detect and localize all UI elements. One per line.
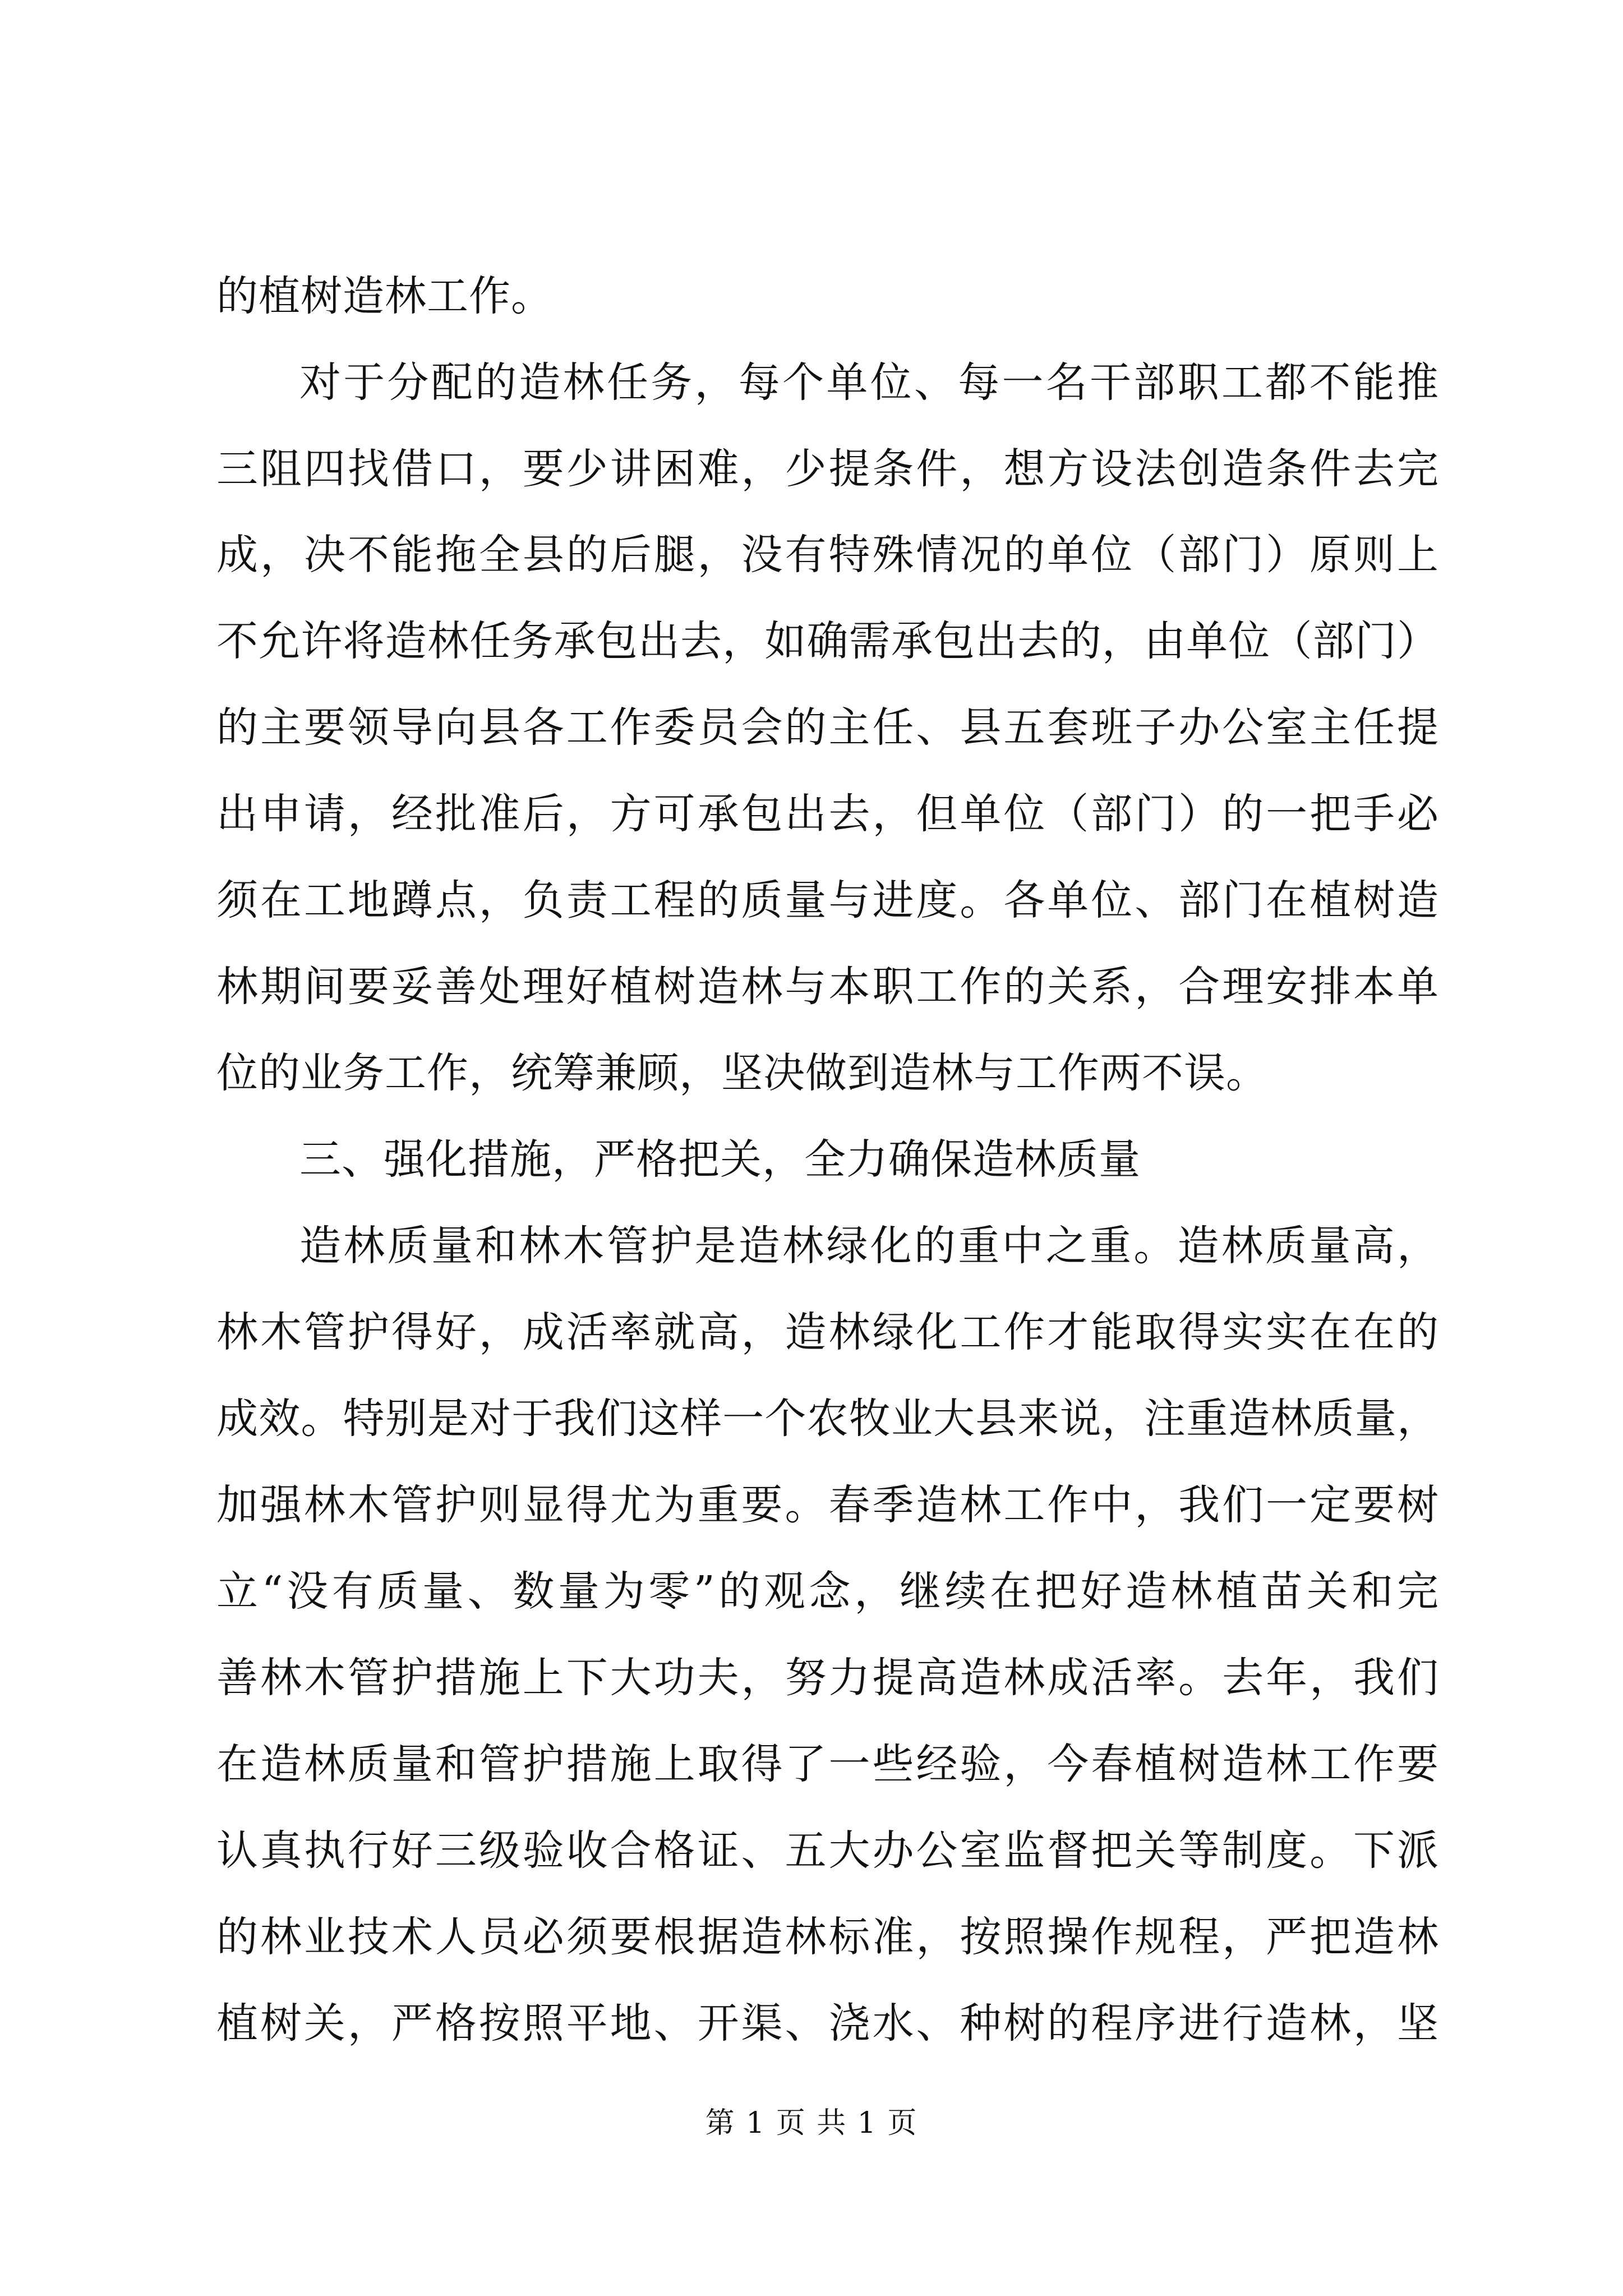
text-line-2: 对于分配的造林任务，每个单位、每一名干部职工都不能推: [299, 358, 1439, 407]
text-line-15: 加强林木管护则显得尤为重要。春季造林工作中，我们一定要树: [216, 1481, 1439, 1529]
text-line-21: 植树关，严格按照平地、开渠、浇水、种树的程序进行造林，坚: [216, 1999, 1439, 2047]
text-line-3: 三阻四找借口，要少讲困难，少提条件，想方设法创造条件去完: [216, 445, 1439, 493]
text-line-18: 在造林质量和管护措施上取得了一些经验，今春植树造林工作要: [216, 1740, 1439, 1788]
text-line-16: 立“没有质量、数量为零”的观念，继续在把好造林植苗关和完: [216, 1567, 1439, 1616]
page-footer: 第 1 页 共 1 页: [705, 2106, 918, 2140]
text-line-4: 成，决不能拖全县的后腿，没有特殊情况的单位（部门）原则上: [216, 531, 1439, 579]
text-line-10: 位的业务工作，统筹兼顾，坚决做到造林与工作两不误。: [216, 1049, 1268, 1097]
text-line-19: 认真执行好三级验收合格证、五大办公室监督把关等制度。下派: [216, 1826, 1439, 1875]
text-line-12: 造林质量和林木管护是造林绿化的重中之重。造林质量高，: [299, 1222, 1439, 1270]
text-line-20: 的林业技术人员必须要根据造林标准，按照操作规程，严把造林: [216, 1913, 1439, 1961]
text-line-17: 善林木管护措施上下大功夫，努力提高造林成活率。去年，我们: [216, 1654, 1439, 1702]
text-line-6: 的主要领导向县各工作委员会的主任、县五套班子办公室主任提: [216, 703, 1439, 752]
text-line-14: 成效。特别是对于我们这样一个农牧业大县来说，注重造林质量，: [216, 1395, 1439, 1443]
text-line-13: 林木管护得好，成活率就高，造林绿化工作才能取得实实在在的: [216, 1308, 1439, 1356]
text-line-7: 出申请，经批准后，方可承包出去，但单位（部门）的一把手必: [216, 790, 1439, 838]
text-line-5: 不允许将造林任务承包出去，如确需承包出去的，由单位（部门）: [216, 617, 1439, 665]
section-heading: 三、强化措施，严格把关，全力确保造林质量: [299, 1135, 1141, 1184]
text-line-9: 林期间要妥善处理好植树造林与本职工作的关系，合理安排本单: [216, 963, 1439, 1011]
text-line-8: 须在工地蹲点，负责工程的质量与进度。各单位、部门在植树造: [216, 876, 1439, 924]
text-line-1: 的植树造林工作。: [216, 272, 553, 320]
